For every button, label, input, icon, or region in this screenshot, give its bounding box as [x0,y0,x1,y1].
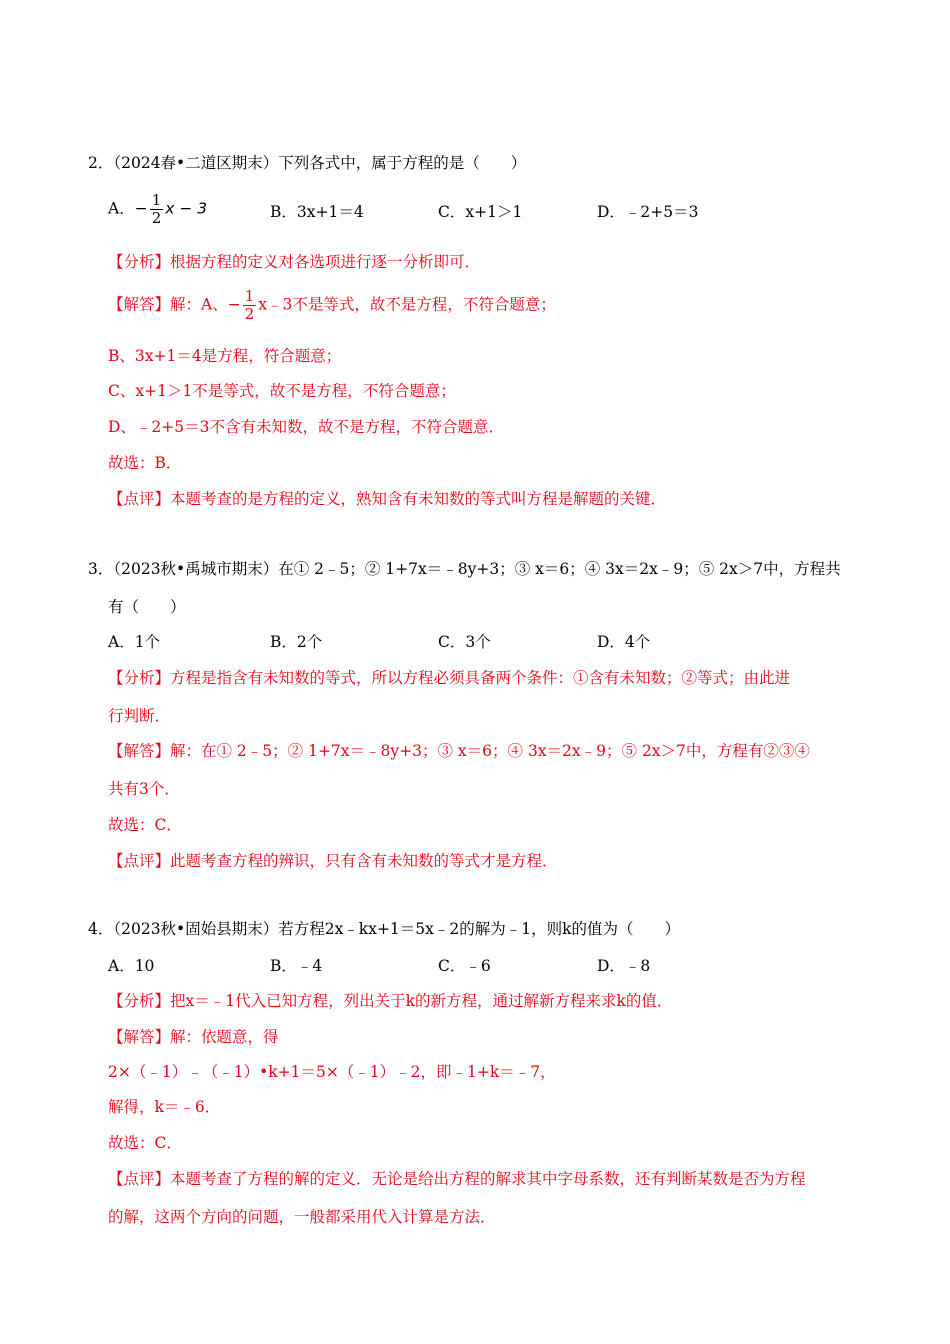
q2-answer-minus: − [227,295,241,314]
q2-answer-line-d: D、﹣2+5＝3不含有未知数，故不是方程，不符合题意． [108,418,505,436]
q4-answer: 【解答】解：依题意，得 [108,1028,279,1046]
q2-option-a-minus: − [134,199,148,218]
q3-analysis-line-2: 行判断． [108,707,171,725]
q2-answer-denominator: 2 [244,305,255,323]
q3-choice: 故选：C． [108,816,182,834]
q2-answer-line-b: B、3x+1＝4是方程，符合题意； [108,347,342,365]
q2-option-c: C．x+1＞1 [438,203,523,221]
q2-answer-line-c: C、x+1＞1不是等式，故不是方程，不符合题意； [108,382,456,400]
q3-answer-line-2: 共有3个． [108,780,180,798]
q2-option-d: D．﹣2+5＝3 [597,203,699,221]
q3-option-a: A．1个 [108,633,161,651]
q3-analysis-line-1: 【分析】方程是指含有未知数的等式，所以方程必须具备两个条件：①含有未知数；②等式；由此进 [108,669,791,687]
q4-stem: 4．（2023秋•固始县期末）若方程2x﹣kx+1＝5x﹣2的解为﹣1，则k的值为（ ） [88,920,681,938]
q4-option-d: D．﹣8 [597,957,651,975]
q2-answer-numerator: 1 [244,287,255,305]
q3-comment: 【点评】此题考查方程的辨识，只有含有未知数的等式才是方程． [108,852,558,870]
q3-option-d: D．4个 [597,633,651,651]
q2-option-a-denominator: 2 [151,209,162,227]
q2-option-a-tail: x − 3 [165,199,208,218]
q4-comment-line-2: 的解，这两个方向的问题，一般都采用代入计算是方法． [108,1208,496,1226]
q3-stem-line-2: 有（ ） [108,598,186,616]
q2-answer-prefix: 【解答】解：A、 [108,295,228,314]
q2-answer-fraction [243,288,257,323]
q2-option-b: B．3x+1＝4 [270,203,364,221]
q2-option-a-numerator: 1 [151,191,162,209]
q4-comment-line-1: 【点评】本题考查了方程的解的定义．无论是给出方程的解求其中字母系数，还有判断某数是否为方程 [108,1170,806,1188]
q3-answer-line-1: 【解答】解：在① 2﹣5；② 1+7x＝﹣8y+3；③ x＝6；④ 3x＝2x﹣9；⑤ 2x＞7中，方程有②③④ [108,742,810,760]
q2-stem: 2．（2024春•二道区期末）下列各式中，属于方程的是（ ） [88,154,527,172]
q2-option-a-label: A． [108,199,135,218]
q2-answer-tail: x﹣3不是等式，故不是方程，不符合题意； [258,295,556,314]
q4-option-c: C．﹣6 [438,957,491,975]
q3-option-b: B．2个 [270,633,323,651]
q4-option-a: A．10 [108,957,155,975]
q3-stem-line-1: 3．（2023秋•禹城市期末）在① 2﹣5；② 1+7x＝﹣8y+3；③ x＝6；④ 3x＝2x﹣9；⑤ 2x＞7中，方程共 [88,560,841,578]
q2-choice: 故选：B． [108,454,182,472]
q4-step-1: 2×（﹣1）﹣（﹣1）•k+1＝5×（﹣1）﹣2，即﹣1+k＝﹣7， [108,1063,556,1081]
q2-option-a [108,192,207,227]
q2-option-a-fraction [150,192,164,227]
q4-choice: 故选：C． [108,1134,182,1152]
q4-option-b: B．﹣4 [270,957,323,975]
q2-answer-line-a [108,288,556,323]
q3-option-c: C．3个 [438,633,491,651]
q2-analysis: 【分析】根据方程的定义对各选项进行逐一分析即可． [108,253,481,271]
q4-analysis: 【分析】把x＝﹣1代入已知方程，列出关于k的新方程，通过解新方程来求k的值． [108,992,673,1010]
q4-step-2: 解得，k＝﹣6． [108,1098,221,1116]
q2-comment: 【点评】本题考查的是方程的定义，熟知含有未知数的等式叫方程是解题的关键． [108,490,667,508]
